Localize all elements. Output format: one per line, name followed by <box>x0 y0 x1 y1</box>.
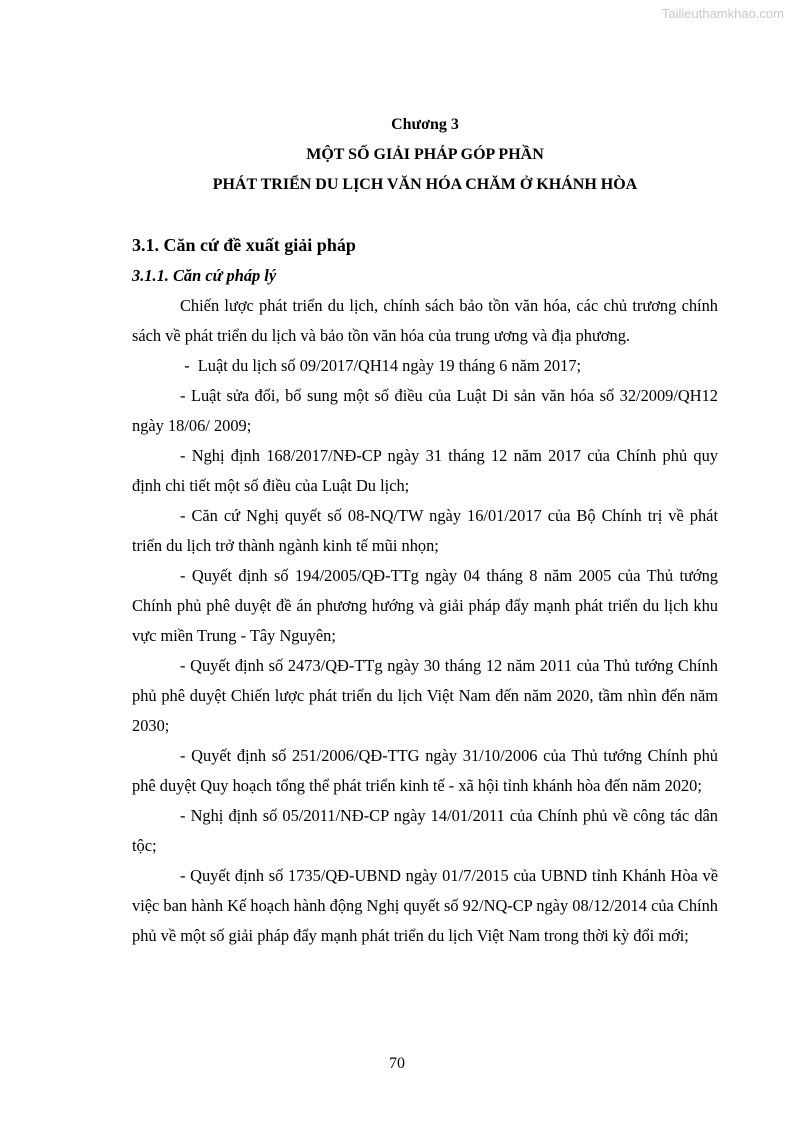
paragraph: Chiến lược phát triển du lịch, chính sách bảo tồn văn hóa, các chủ trương chính sách về phát triển du lịch và bảo tồn văn hóa của trung ương và địa phương. <box>132 296 718 345</box>
list-item: - Quyết định số 2473/QĐ-TTg ngày 30 tháng 12 năm 2011 của Thủ tướng Chính phủ phê duyệt Chiến lược phát triển du lịch Việt Nam đến năm 2020, tầm nhìn đến năm 2030; <box>132 656 718 735</box>
list-item: - Quyết định số 251/2006/QĐ-TTG ngày 31/10/2006 của Thủ tướng Chính phủ phê duyệt Quy hoạch tổng thể phát triển kinh tế - xã hội tỉnh khánh hòa đến năm 2020; <box>132 746 718 795</box>
watermark: Tailieuthamkhao.com <box>661 6 784 21</box>
list-item: - Căn cứ Nghị quyết số 08-NQ/TW ngày 16/01/2017 của Bộ Chính trị về phát triển du lịch trở thành ngành kinh tế mũi nhọn; <box>132 506 718 555</box>
chapter-title-line1: MỘT SỐ GIẢI PHÁP GÓP PHẦN <box>306 146 544 163</box>
list-item: - Luật du lịch số 09/2017/QH14 ngày 19 tháng 6 năm 2017; <box>180 356 582 375</box>
list-item: - Luật sửa đổi, bổ sung một số điều của Luật Di sản văn hóa số 32/2009/QH12 ngày 18/06/ 2009; <box>132 386 718 435</box>
chapter-number: Chương 3 <box>391 116 459 133</box>
list-item: - Quyết định số 1735/QĐ-UBND ngày 01/7/2015 của UBND tỉnh Khánh Hòa về việc ban hành Kế hoạch hành động Nghị quyết số 92/NQ-CP ngày 08/12/2014 của Chính phủ về một số giải pháp đẩy mạnh phát triển du lịch Việt Nam trong thời kỳ đổi mới; <box>132 866 718 945</box>
page-number: 70 <box>389 1055 405 1072</box>
section-heading: 3.1. Căn cứ đề xuất giải pháp <box>132 235 356 255</box>
chapter-title-line2: PHÁT TRIỂN DU LỊCH VĂN HÓA CHĂM Ở KHÁNH HÒA <box>212 176 638 193</box>
list-item: - Nghị định 168/2017/NĐ-CP ngày 31 tháng 12 năm 2017 của Chính phủ quy định chi tiết một số điều của Luật Du lịch; <box>132 446 718 495</box>
list-item: - Quyết định số 194/2005/QĐ-TTg ngày 04 tháng 8 năm 2005 của Thủ tướng Chính phủ phê duyệt đề án phương hướng và giải pháp đẩy mạnh phát triển du lịch khu vực miền Trung - Tây Nguyên; <box>132 566 718 645</box>
page-body <box>132 229 718 951</box>
list-item: - Nghị định số 05/2011/NĐ-CP ngày 14/01/2011 của Chính phủ về công tác dân tộc; <box>132 806 718 855</box>
subsection-heading: 3.1.1. Căn cứ pháp lý <box>132 266 277 285</box>
